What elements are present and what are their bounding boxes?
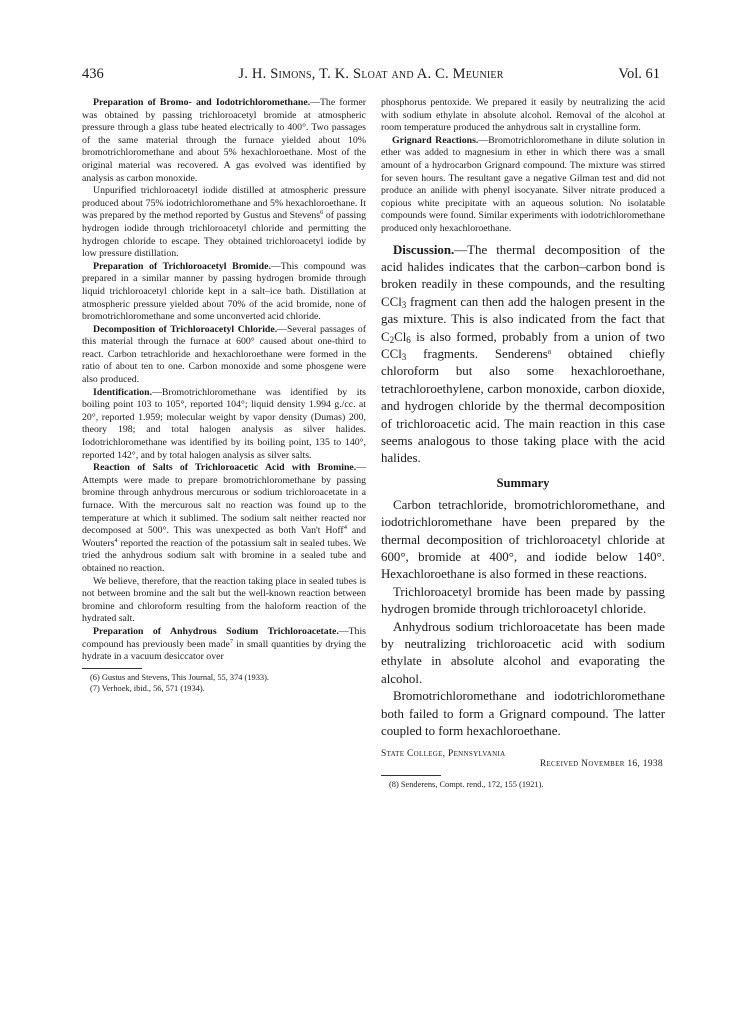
paragraph-bromo-iodo-preparation <box>82 97 366 185</box>
subscript: 3 <box>401 299 407 310</box>
footnotes-right <box>381 779 665 790</box>
footnote-ref: 4 <box>343 524 347 532</box>
paragraph-text: reported the reaction of the potassium salt in sealed tubes. We tried the anhydrous sodium salt with bromine in a sealed tube and obtained no reaction. <box>82 537 366 574</box>
paragraph-grignard <box>381 135 665 236</box>
footnote-divider <box>82 668 142 669</box>
running-title: J. H. Simons, T. K. Sloat and A. C. Meunier <box>238 66 504 82</box>
section-heading: Decomposition of Trichloroacetyl Chloride. <box>93 323 278 335</box>
section-heading: Discussion. <box>393 242 455 257</box>
paragraph-text: phosphorus pentoxide. We prepared it easily by neutralizing the acid with sodium ethylate in absolute alcohol. Removal of the alcohol at room temperature produced the anhydrous salt in crystalline form. <box>381 97 665 134</box>
paragraph-iodide-distillation <box>82 185 366 261</box>
section-heading: Grignard Reactions. <box>392 134 479 146</box>
footnote-divider <box>381 775 441 776</box>
paragraph-text: —The thermal decomposition of the acid halides indicates that the carbon–carbon bond is broken readily in these compounds, and the resulting CCl <box>381 242 665 309</box>
paragraph-text: of passing hydrogen iodide through trichloroacetyl chloride and permitting the hydrogen chloride to escape. They obtained trichloroacetyl iodide by low pressure distillation. <box>82 210 366 260</box>
paragraph-text: —This compound was prepared in a similar manner by passing hydrogen bromide through liquid trichloroacetyl chloride kept in a salt–ice bath. Distillation at atmospheric pressure yielded about 70% of the acid bromide, none of bromotrichloromethane and some unconverted acid chloride. <box>82 260 366 323</box>
paragraph-text: —The former was obtained by passing trichloroacetyl bromide at atmospheric pressure through a glass tube heated electrically to 400°. Two passages of the same material through the furnace yielded about 10% bromotrichloromethane and about 5% hexachloroethane. Most of the original material was recovered. A gas evolved was identified by analysis as carbon monoxide. <box>82 97 366 184</box>
paragraph-text: Cl <box>394 329 407 344</box>
paragraph-text: fragments. Senderens <box>406 346 548 361</box>
section-heading: Preparation of Bromo- and Iodotrichloromethane. <box>93 97 311 108</box>
summary-paragraph-2: Trichloroacetyl bromide has been made by passing hydrogen bromide through trichloroacetyl chloride. <box>381 584 665 617</box>
subscript: 2 <box>389 334 395 345</box>
paragraph-text: Unpurified trichloroacetyl iodide distilled at atmospheric pressure produced about 75% iodotrichloromethane and 5% hexachloroethane. It was prepared by the method reported by Gustus and Stevens <box>82 185 366 222</box>
paragraph-text: —Bromotrichloromethane in dilute solution in ether was added to magnesium in ether in which there was a small amount of a hydrocarbon Grignard compound. The mixture was stirred for seven hours. The resultant gave a negative Gilman test and did not produce an anilide with phenyl isocyanate. Silver nitrate produced a copious white precipitate with an aqueous solution. No isolatable compounds were found. Similar experiments with iodotrichloromethane produced only hexachloroethane. <box>381 134 665 234</box>
paragraph-text: obtained chiefly chloroform but also some hexachloroethane, tetrachloroethylene, carbon monoxide, carbon dioxide, and hydrogen chloride by the thermal decomposition of trichloroacetic acid. The main reaction in this case seems analogous to those taking place with the acid halides. <box>381 346 665 466</box>
right-column-large-text <box>381 242 665 741</box>
paragraph-sealed-tube-belief <box>82 576 366 626</box>
paragraph-text: is also formed, probably from a union of two CCl <box>381 329 665 361</box>
paragraph-identification <box>82 387 366 463</box>
paragraph-text: in small quantities by drying the hydrate in a vacuum desiccator over <box>82 638 366 663</box>
summary-paragraph-4: Bromotrichloromethane and iodotrichloromethane both failed to form a Grignard compound. The latter coupled to form hexachloroethane. <box>381 689 665 739</box>
running-head <box>82 64 660 84</box>
section-heading: Identification. <box>93 386 153 398</box>
subscript: 6 <box>406 334 411 345</box>
received-date: Received November 16, 1938 <box>539 758 663 769</box>
volume-label: Vol. 61 <box>618 66 660 82</box>
paragraph-text: —Bromotrichloromethane was identified by its boiling point 103 to 105°, reported 104°; liquid density 1.994 g./cc. at 20°, reported 1.959; molecular weight by vapor density (Dumas) 200, theory 198; and total halogen analysis as silver halides. Iodotrichloromethane was identified by its boiling point, 135 to 140°, reported 142°, and by total halogen analysis as silver salts. <box>82 386 366 461</box>
paragraph-salts-reaction <box>82 462 366 575</box>
paragraph-discussion <box>381 242 665 468</box>
section-heading: Preparation of Anhydrous Sodium Trichloroacetate. <box>93 625 339 637</box>
footnote-6: (6) Gustus and Stevens, This Journal, 55, 374 (1933). <box>90 672 269 682</box>
right-column <box>381 97 665 790</box>
right-column-small-text <box>381 97 665 236</box>
footnote-ref: 6 <box>320 209 324 217</box>
summary-paragraph-1: Carbon tetrachloride, bromotrichloromethane, and iodotrichloromethane have been prepared by the thermal decomposition of trichloroacetyl chloride at 600°, bromide at 400°, and iodide below 140°. Hexachloroethane is also formed in these reactions. <box>381 497 665 582</box>
footnote-7: (7) Verhoek, ibid., 56, 571 (1934). <box>90 683 205 693</box>
subscript: 3 <box>401 351 407 362</box>
paragraph-sodium-trichloroacetate <box>82 626 366 664</box>
left-column <box>82 97 366 694</box>
paragraph-text: —This compound has previously been made <box>82 625 366 650</box>
footnote-ref: 4 <box>114 536 118 544</box>
footnote-ref: 7 <box>229 637 234 645</box>
institution: State College, Pennsylvania <box>381 748 506 759</box>
page-number: 436 <box>82 66 104 82</box>
paragraph-text: We believe, therefore, that the reaction taking place in sealed tubes is not between bromine and the salt but the well-known reaction between bromine and chloroform resulting from the haloform reaction of the hydrated salt. <box>82 575 366 625</box>
paragraph-text: —Several passages of this material through the furnace at 600° caused about one-third to react. Carbon tetrachloride and hexachloroethane were formed in the ratio of about ten to one. Carbon monoxide and some phosgene were also produced. <box>82 323 366 386</box>
paragraph-continuation <box>381 97 665 135</box>
paragraph-text: and Wouters <box>82 525 366 549</box>
paragraph-acetyl-chloride-decomposition <box>82 324 366 387</box>
paragraph-text: fragment can then add the halogen present in the gas mixture. This is also indicated from the fact that C <box>381 294 665 344</box>
summary-paragraph-3: Anhydrous sodium trichloroacetate has been made by neutralizing trichloroacetic acid with sodium ethylate in absolute alcohol and evaporating the alcohol. <box>381 619 665 686</box>
paragraph-acetyl-bromide <box>82 261 366 324</box>
received-block <box>381 749 665 771</box>
footnote-8: (8) Senderens, Compt. rend., 172, 155 (1921). <box>389 779 544 789</box>
summary-title: Summary <box>496 475 550 490</box>
section-heading: Preparation of Trichloroacetyl Bromide. <box>93 260 271 272</box>
footnote-ref: 8 <box>547 348 552 356</box>
footnotes-left <box>82 672 366 694</box>
section-heading: Reaction of Salts of Trichloroacetic Acid with Bromine. <box>93 462 357 474</box>
paragraph-text: —Attempts were made to prepare bromotrichloromethane by passing bromine through anhydrous mercurous or sodium trichloroacetate in a furnace. With the mercurous salt no reaction was found up to the temperature at which it sublimed. The sodium salt neither reacted nor decomposed at 500°. This was unexpected as both Van't Hoff <box>82 462 366 537</box>
